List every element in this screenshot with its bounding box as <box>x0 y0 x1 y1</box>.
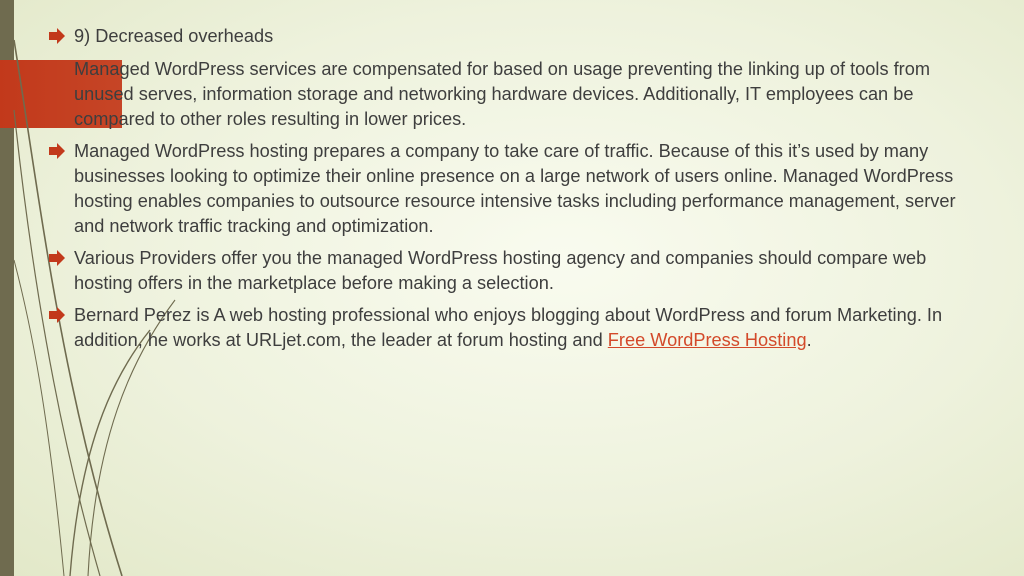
item-text: Various Providers offer you the managed WordPress hosting agency and companies should compare web hosting offers in the marketplace before making a selection. <box>74 248 927 293</box>
item-text-before: Bernard Perez is A web hosting professional who enjoys blogging about WordPress and forum Marketing. In addition, he works at URLjet.com, the leader at forum hosting and <box>74 305 943 350</box>
item-heading: 9) Decreased overheads <box>74 26 274 46</box>
item-text <box>74 303 968 353</box>
list-item <box>48 303 968 353</box>
content-area <box>48 24 968 360</box>
right-arrow-bullet-icon <box>48 26 66 46</box>
right-arrow-bullet-icon <box>48 305 66 325</box>
right-arrow-bullet-icon <box>48 141 66 161</box>
free-wordpress-hosting-link[interactable]: Free WordPress Hosting <box>607 330 807 350</box>
list-item <box>48 24 968 132</box>
right-arrow-bullet-icon <box>48 248 66 268</box>
list-item <box>48 246 968 296</box>
list-item <box>48 139 968 239</box>
item-body: Managed WordPress services are compensated for based on usage preventing the linking up of tools from unused serves, information storage and networking hardware devices. Additionally, IT employees can be compared to other roles resulting in lower prices. <box>74 59 930 129</box>
item-text-after: . <box>806 330 812 350</box>
item-text: Managed WordPress hosting prepares a company to take care of traffic. Because of this it’s used by many businesses looking to optimize their online presence on a large network of users online. Managed WordPress hosting enables companies to outsource resource intensive tasks including performance management, server and network traffic tracking and optimization. <box>74 141 956 236</box>
